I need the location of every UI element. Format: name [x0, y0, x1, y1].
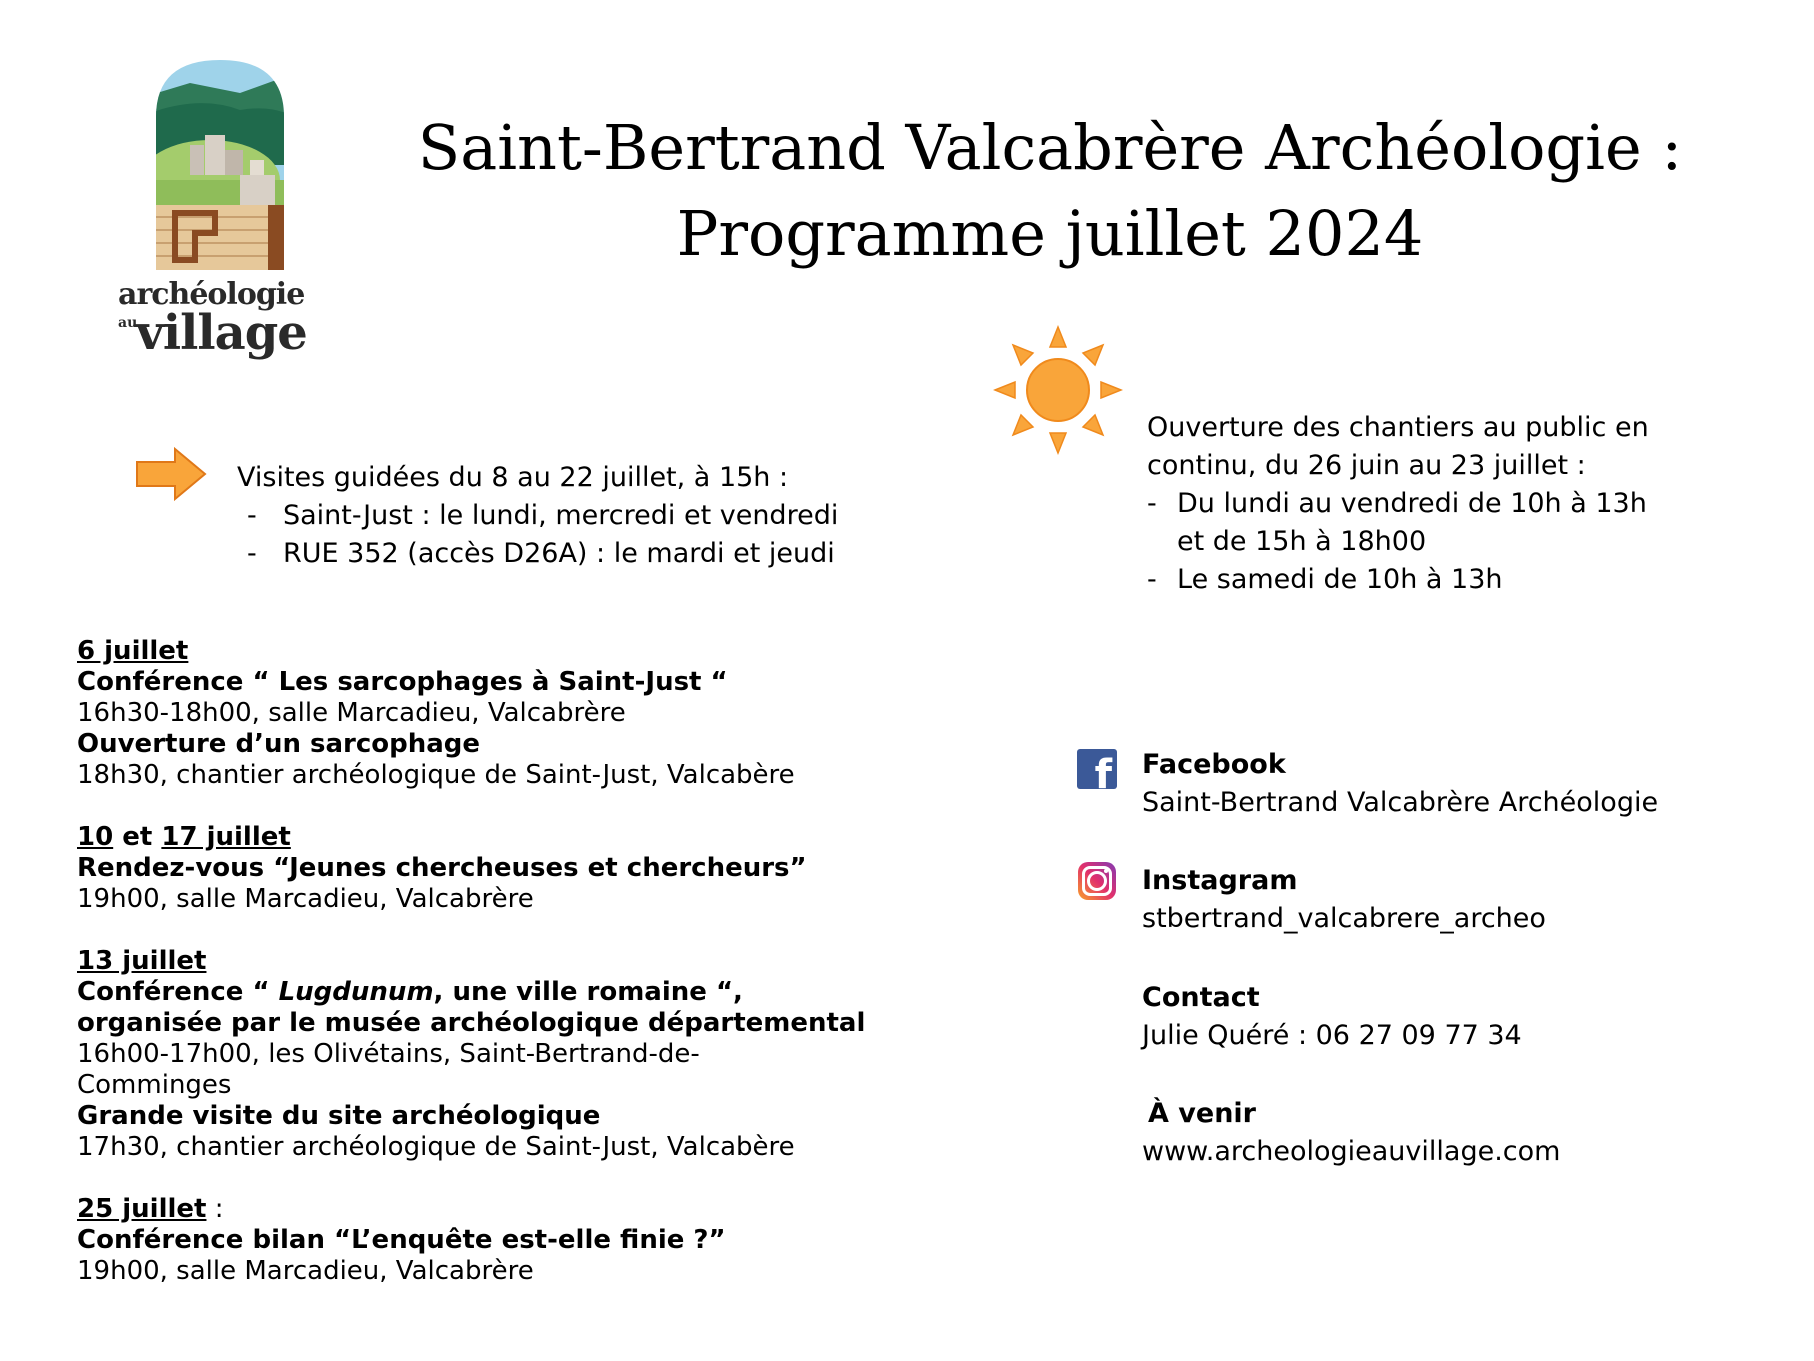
instagram-link[interactable]: stbertrand_valcabrere_archeo — [1142, 903, 1546, 934]
events-list — [77, 636, 865, 1287]
page-title — [330, 105, 1770, 277]
facebook-block — [1142, 746, 1658, 822]
event — [77, 1194, 865, 1287]
event-title: Conférence bilan “L’enquête est-elle finie ?” — [77, 1225, 726, 1255]
contact-block — [1142, 979, 1522, 1055]
site-opening-item: - Du lundi au vendredi de 10h à 13h — [1147, 488, 1647, 519]
event-detail: 19h00, salle Marcadieu, Valcabrère — [77, 884, 534, 914]
logo — [120, 55, 320, 375]
facebook-icon[interactable]: f — [1077, 749, 1117, 789]
event-date — [77, 1194, 865, 1225]
guided-visits-item-label: RUE 352 (accès D26A) : le mardi et jeudi — [283, 538, 835, 569]
event — [77, 822, 865, 915]
page-title-line2: Programme juillet 2024 — [676, 197, 1424, 270]
site-opening-line2: continu, du 26 juin au 23 juillet : — [1147, 450, 1586, 481]
event-detail: 19h00, salle Marcadieu, Valcabrère — [77, 1256, 534, 1286]
event-date-part: 17 juillet — [161, 822, 291, 852]
contact-phone[interactable]: Julie Quéré : 06 27 09 77 34 — [1142, 1020, 1522, 1051]
event-date-suffix: : — [206, 1194, 224, 1224]
event-title-part: , une ville romaine “, — [433, 977, 743, 1007]
guided-visits — [237, 459, 838, 573]
event-title-part: Conférence “ — [77, 977, 279, 1007]
site-opening — [1147, 409, 1649, 599]
event-detail: 17h30, chantier archéologique de Saint-Just, Valcabère — [77, 1132, 795, 1162]
site-opening-item-cont: et de 15h à 18h00 — [1177, 526, 1427, 557]
event-title-italic: Lugdunum — [278, 977, 434, 1007]
event-detail: 16h30-18h00, salle Marcadieu, Valcabrère — [77, 698, 626, 728]
upcoming-block — [1142, 1095, 1560, 1171]
event-date: 13 juillet — [77, 946, 207, 976]
logo-text-village: village — [136, 305, 307, 361]
sun-icon — [993, 325, 1123, 455]
event-date — [77, 822, 865, 853]
instagram-block — [1142, 862, 1546, 938]
event-detail: 16h00-17h00, les Olivétains, Saint-Bertrand-de- — [77, 1039, 700, 1069]
facebook-link[interactable]: Saint-Bertrand Valcabrère Archéologie — [1142, 787, 1659, 818]
arrow-right-icon — [135, 446, 207, 502]
guided-visits-item: - RUE 352 (accès D26A) : le mardi et jeudi — [247, 538, 835, 569]
event-title — [77, 977, 865, 1008]
event-date-sep: et — [113, 822, 162, 852]
event-date-part: 25 juillet — [77, 1194, 207, 1224]
site-opening-item-label: Du lundi au vendredi de 10h à 13h — [1177, 488, 1647, 519]
facebook-label: Facebook — [1142, 749, 1286, 780]
website-link[interactable]: www.archeologieauvillage.com — [1142, 1136, 1561, 1167]
page-title-line1: Saint-Bertrand Valcabrère Archéologie : — [417, 111, 1683, 184]
event-title: Ouverture d’un sarcophage — [77, 729, 481, 759]
site-opening-item: - Le samedi de 10h à 13h — [1147, 564, 1503, 595]
instagram-label: Instagram — [1142, 865, 1298, 896]
upcoming-label: À venir — [1148, 1098, 1256, 1129]
event-detail: 18h30, chantier archéologique de Saint-Just, Valcabère — [77, 760, 795, 790]
logo-village-illustration — [120, 55, 320, 275]
logo-text-au: au — [118, 315, 138, 331]
contact-label: Contact — [1142, 982, 1260, 1013]
guided-visits-heading: Visites guidées du 8 au 22 juillet, à 15h : — [237, 462, 789, 493]
guided-visits-item-label: Saint-Just : le lundi, mercredi et vendredi — [283, 500, 839, 531]
event-title: Conférence “ Les sarcophages à Saint-Just “ — [77, 667, 728, 697]
event-title: Grande visite du site archéologique — [77, 1101, 601, 1131]
event — [77, 946, 865, 1163]
event-date: 6 juillet — [77, 636, 189, 666]
instagram-icon[interactable] — [1078, 862, 1116, 900]
site-opening-item-label: Le samedi de 10h à 13h — [1177, 564, 1503, 595]
event-title: Rendez-vous “Jeunes chercheuses et chercheurs” — [77, 853, 807, 883]
event-date-part: 10 — [77, 822, 114, 852]
event-title-cont: organisée par le musée archéologique départemental — [77, 1008, 866, 1038]
event — [77, 636, 865, 791]
logo-text-archeologie: archéologie — [118, 277, 305, 312]
site-opening-line1: Ouverture des chantiers au public en — [1147, 412, 1649, 443]
event-detail-cont: Comminges — [77, 1070, 232, 1100]
guided-visits-item: - Saint-Just : le lundi, mercredi et vendredi — [247, 500, 839, 531]
